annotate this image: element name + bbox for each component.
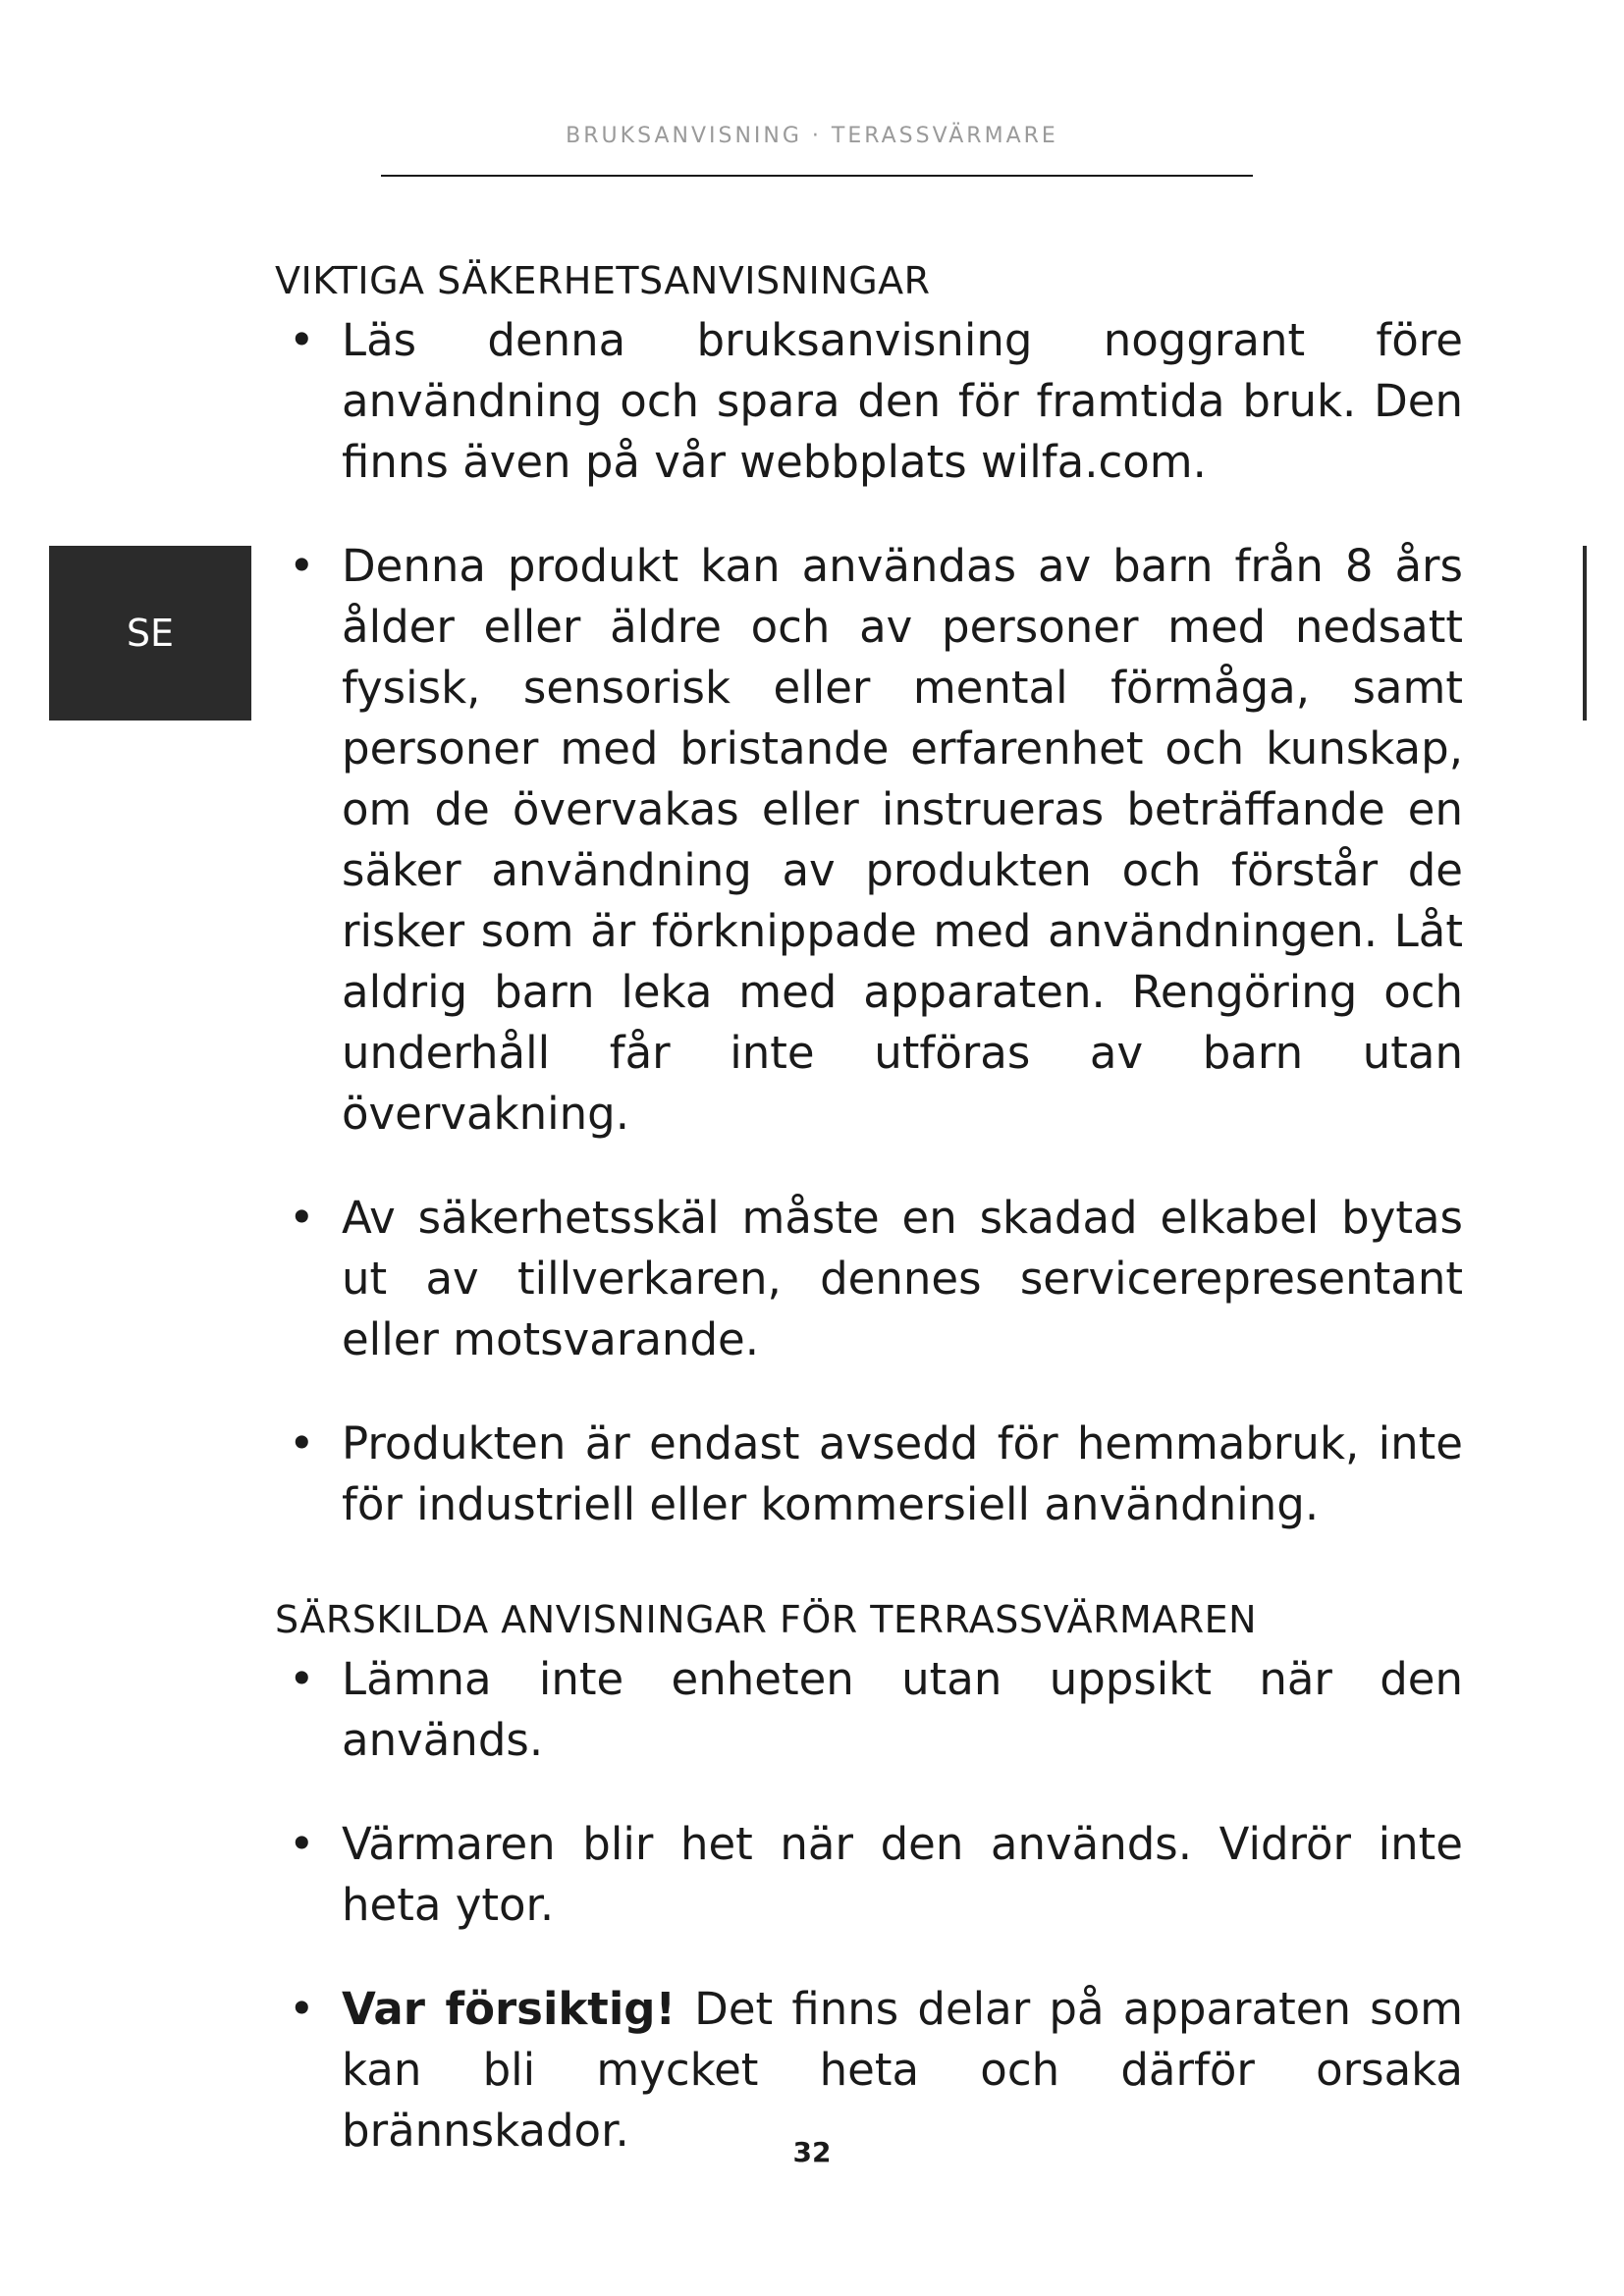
header-divider [381,175,1253,177]
margin-marker-bar [1583,546,1587,721]
heater-instructions-list [275,1649,1463,2162]
list-item-text: Av säkerhetsskäl måste en skadad elkabel bytas ut av tillverkaren, dennes servicerepresentant eller motsvarande. [342,1192,1463,1365]
list-item [275,310,1463,493]
list-item [275,1814,1463,1936]
list-item-text: Produkten är endast avsedd för hemmabruk, inte för industriell eller kommersiell användning. [342,1417,1463,1530]
warning-text: Det finns delar på apparaten som kan bli mycket heta och därför orsaka brännskador. [342,1983,1463,2157]
list-item [275,1414,1463,1535]
list-item [275,1649,1463,1771]
page-number: 32 [792,2136,832,2168]
list-item-text: Värmaren blir het när den används. Vidrör inte heta ytor. [342,1818,1463,1931]
list-item-text: Läs denna bruksanvisning noggrant före användning och spara den för framtida bruk. Den finns även på vår webbplats wilfa.com. [342,314,1463,488]
bullet-icon: • [289,1417,315,1469]
list-item [275,536,1463,1145]
language-tab [49,546,251,721]
safety-instructions-list [275,310,1463,1535]
bullet-icon: • [289,314,315,366]
list-item-text: Denna produkt kan användas av barn från 8 års ålder eller äldre och av personer med nedsatt fysisk, sensorisk eller mental förmåga, samt personer med bristande erfarenhet och kunskap, om de övervakas eller instrueras beträffande en säker användning av produkten och förstår de risker som är förknippade med användningen. Låt aldrig barn leka med apparaten. Rengöring och underhåll får inte utföras av barn utan övervakning. [342,540,1463,1140]
bullet-icon: • [289,1818,315,1870]
warning-lead: Var försiktig! [342,1983,676,2035]
bullet-icon: • [289,1192,315,1244]
bullet-icon: • [289,540,315,592]
list-item [275,1188,1463,1370]
list-item-text: Lämna inte enheten utan uppsikt när den används. [342,1653,1463,1766]
bullet-icon: • [289,1653,315,1705]
language-tab-label: SE [126,612,175,655]
main-content [275,259,1463,2162]
warning-list-item [275,1979,1463,2162]
section-heading-safety: VIKTIGA SÄKERHETSANVISNINGAR [275,259,931,302]
running-header: BRUKSANVISNING · TERASSVÄRMARE [566,124,1058,148]
section-heading-heater: SÄRSKILDA ANVISNINGAR FÖR TERRASSVÄRMAREN [275,1598,1258,1641]
bullet-icon: • [289,1983,315,2035]
